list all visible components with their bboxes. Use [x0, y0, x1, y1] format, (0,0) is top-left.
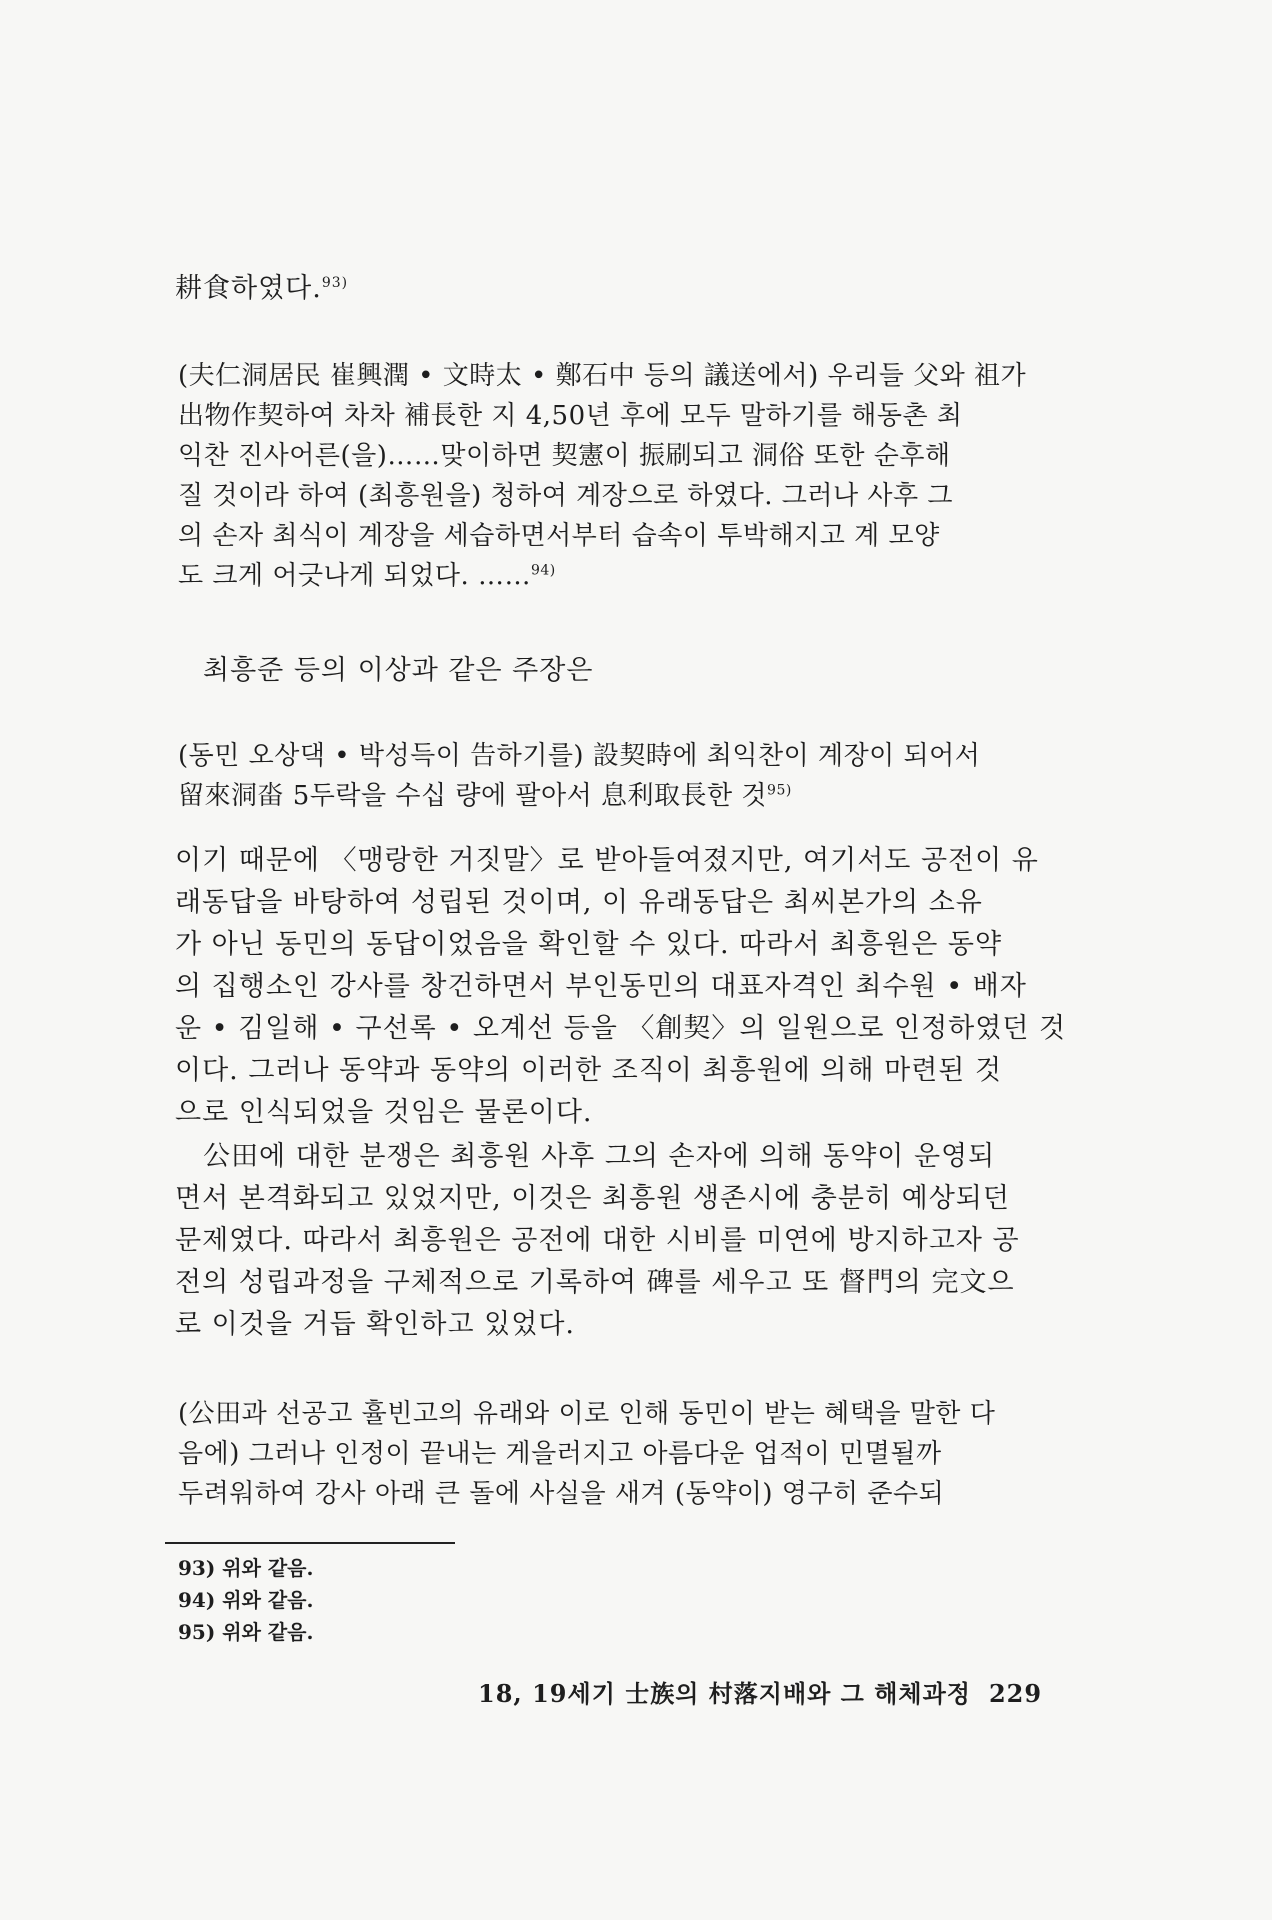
text-line: 公田에 대한 분쟁은 최흥원 사후 그의 손자에 의해 동약이 운영되 — [203, 1141, 996, 1172]
page-number: 229 — [988, 1679, 1043, 1708]
quote-line-text: 留來洞畓 5두락을 수십 량에 팔아서 息利取長한 것 — [178, 781, 768, 811]
quote-line: 의 손자 최식이 계장을 세습하면서부터 습속이 투박해지고 계 모양 — [178, 521, 940, 551]
footnote-divider — [165, 1542, 455, 1544]
footnote-ref-93: 93) — [321, 275, 349, 291]
running-title: 18, 19세기 士族의 村落지배와 그 해체과정 — [478, 1679, 971, 1708]
running-footer — [478, 1674, 1042, 1709]
quote-line-text: 도 크게 어긋나게 되었다. …… — [178, 561, 531, 591]
text-line: 이다. 그러나 동약과 동약의 이러한 조직이 최흥원에 의해 마련된 것 — [175, 1055, 1003, 1086]
text-line: 면서 본격화되고 있었지만, 이것은 최흥원 생존시에 충분히 예상되던 — [175, 1183, 1010, 1214]
footnotes — [178, 1552, 313, 1648]
text-line: 문제였다. 따라서 최흥원은 공전에 대한 시비를 미연에 방지하고자 공 — [175, 1225, 1020, 1256]
text-line: 로 이것을 거듭 확인하고 있었다. — [175, 1309, 575, 1340]
quote-line: 出物作契하여 차차 補長한 지 4,50년 후에 모두 말하기를 해동촌 최 — [178, 401, 963, 431]
quote-line: 질 것이라 하여 (최흥원을) 청하여 계장으로 하였다. 그러나 사후 그 — [178, 481, 953, 511]
footnote-94: 94) 위와 같음. — [178, 1588, 314, 1612]
quote-line: (동민 오상댁 • 박성득이 告하기를) 設契時에 최익찬이 계장이 되어서 — [178, 741, 981, 771]
quote-line: (公田과 선공고 휼빈고의 유래와 이로 인해 동민이 받는 혜택을 말한 다 — [178, 1399, 996, 1429]
block-quote-1 — [178, 356, 1058, 596]
text-line: 으로 인식되었을 것임은 물론이다. — [175, 1097, 593, 1128]
block-quote-3 — [178, 1394, 1058, 1514]
opening-paragraph — [175, 268, 1055, 310]
block-quote-2 — [178, 736, 1058, 816]
text-line: 가 아닌 동민의 동답이었음을 확인할 수 있다. 따라서 최흥원은 동약 — [175, 929, 1003, 960]
footnote-95: 95) 위와 같음. — [178, 1620, 314, 1644]
quote-line-last — [178, 776, 1058, 816]
footnote-ref-95: 95) — [767, 782, 792, 799]
text-line: 이기 때문에 〈맹랑한 거짓말〉로 받아들여졌지만, 여기서도 공전이 유 — [175, 845, 1039, 876]
quote-line: 음에) 그러나 인정이 끝내는 게을러지고 아름다운 업적이 민멸될까 — [178, 1439, 942, 1469]
footnote-93: 93) 위와 같음. — [178, 1556, 314, 1580]
text-line: 운 • 김일해 • 구선록 • 오계선 등을 〈創契〉의 일원으로 인정하였던 것 — [175, 1013, 1067, 1044]
text-line: 전의 성립과정을 구체적으로 기록하여 碑를 세우고 또 督門의 完文으 — [175, 1267, 1015, 1298]
text-line: 래동답을 바탕하여 성립된 것이며, 이 유래동답은 최씨본가의 소유 — [175, 887, 983, 918]
opening-text: 耕食하였다. — [175, 273, 322, 304]
intro-sentence: 최흥준 등의 이상과 같은 주장은 — [203, 655, 594, 686]
quote-line-last — [178, 556, 1058, 596]
quote-line: 익찬 진사어른(을)……맞이하면 契憲이 振刷되고 洞俗 또한 순후해 — [178, 441, 951, 471]
text-line: 의 집행소인 강사를 창건하면서 부인동민의 대표자격인 최수원 • 배자 — [175, 971, 1027, 1002]
body-paragraph-1 — [175, 840, 1067, 1134]
quote-line: (夫仁洞居民 崔興潤 • 文時太 • 鄭石中 등의 議送에서) 우리들 父와 祖가 — [178, 361, 1027, 391]
body-paragraph-2 — [175, 1136, 1055, 1346]
footnote-ref-94: 94) — [530, 562, 556, 579]
quote-line: 두려워하여 강사 아래 큰 돌에 사실을 새겨 (동약이) 영구히 준수되 — [178, 1479, 945, 1509]
